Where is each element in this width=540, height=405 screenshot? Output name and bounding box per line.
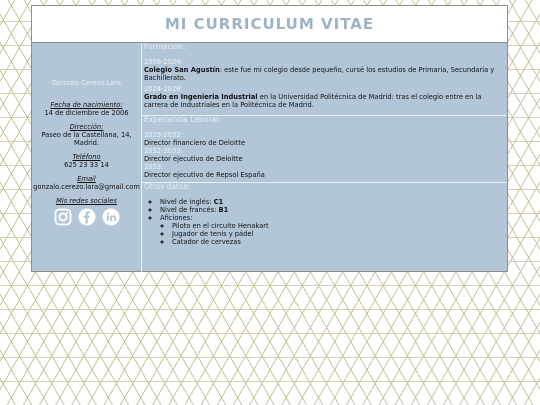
hobby-item: ◦ Jugador de tenis y pádel [172,230,503,238]
list-item [160,198,503,206]
experience-title: Experiencia Laboral: [144,115,221,124]
social-label: Mis redes sociales [56,197,117,205]
main-column [142,43,507,272]
address-value: Paseo de la Castellana, 14, Madrid. [41,131,132,147]
list-item [160,206,503,214]
email-label: Email [77,175,96,183]
list-item [160,214,503,246]
address-block [32,123,141,147]
education-desc [144,93,503,109]
content [32,43,507,272]
email-block [32,175,141,191]
education-org: Grado en Ingenieria Industrial [144,93,258,101]
other-section [142,183,507,249]
page-title: MI CURRICULUM VITAE [164,15,375,33]
birth-block [32,101,141,117]
profile-sidebar [32,43,142,272]
header [32,6,507,43]
social-block [32,197,141,226]
english-value: C1 [213,198,224,206]
experience-period: 2033: [144,163,164,171]
other-list [144,198,503,246]
address-label: Dirección: [69,123,104,131]
french-value: B1 [218,206,229,214]
facebook-icon[interactable] [78,208,96,226]
education-desc [144,66,503,82]
email-value: gonzalo.cerezo.lara@gmail.com [33,183,140,191]
phone-label: Teléfono [72,153,101,161]
education-item [144,58,503,82]
education-section [142,43,507,116]
education-title: Formacion: [144,42,186,51]
experience-period: 2032-2033: [144,147,183,155]
education-org: Colegio San Agustín [144,66,220,74]
education-text: en la Universidad Politécnica de Madrid: tras el colegio entre en la carrera de Industriales en la Politécnica de Madrid. [144,93,482,109]
linkedin-icon[interactable] [102,208,120,226]
experience-role: Director financiero de Deloitte [144,139,246,147]
hobby-item: ◦ Piloto en el circuito Henakart [172,222,503,230]
cv-card [31,5,508,272]
birth-value: 14 de diciembre de 2006 [44,109,129,117]
hobbies-list [160,222,503,246]
experience-section [142,116,507,183]
education-period: 2008-2024: [144,58,183,66]
phone-value: 625 23 33 14 [64,161,109,169]
hobby-item: ◦ Catador de cervezas [172,238,503,246]
birth-label: Fecha de nacimiento: [50,101,123,109]
education-period: 2024-2028: [144,85,183,93]
english-label: Nivel de inglés: [160,198,214,206]
experience-role: Director ejecutivo de Repsol España [144,171,265,179]
profile-name: Gonzalo Cerezo Lara [51,79,122,87]
instagram-icon[interactable] [54,208,72,226]
social-links [32,208,141,226]
other-title: Otros datos: [144,182,190,191]
experience-period: 2029-2032: [144,131,183,139]
experience-role: Director ejecutivo de Deloitte [144,155,243,163]
phone-block [32,153,141,169]
education-item [144,85,503,109]
french-label: Nivel de francés: [160,206,219,214]
hobbies-label: Aficiones: [160,214,193,222]
education-text: : este fue mi colegio desde pequeño, cursé los estudios de Primaria, Secundaria y Bachillerato. [144,66,495,82]
